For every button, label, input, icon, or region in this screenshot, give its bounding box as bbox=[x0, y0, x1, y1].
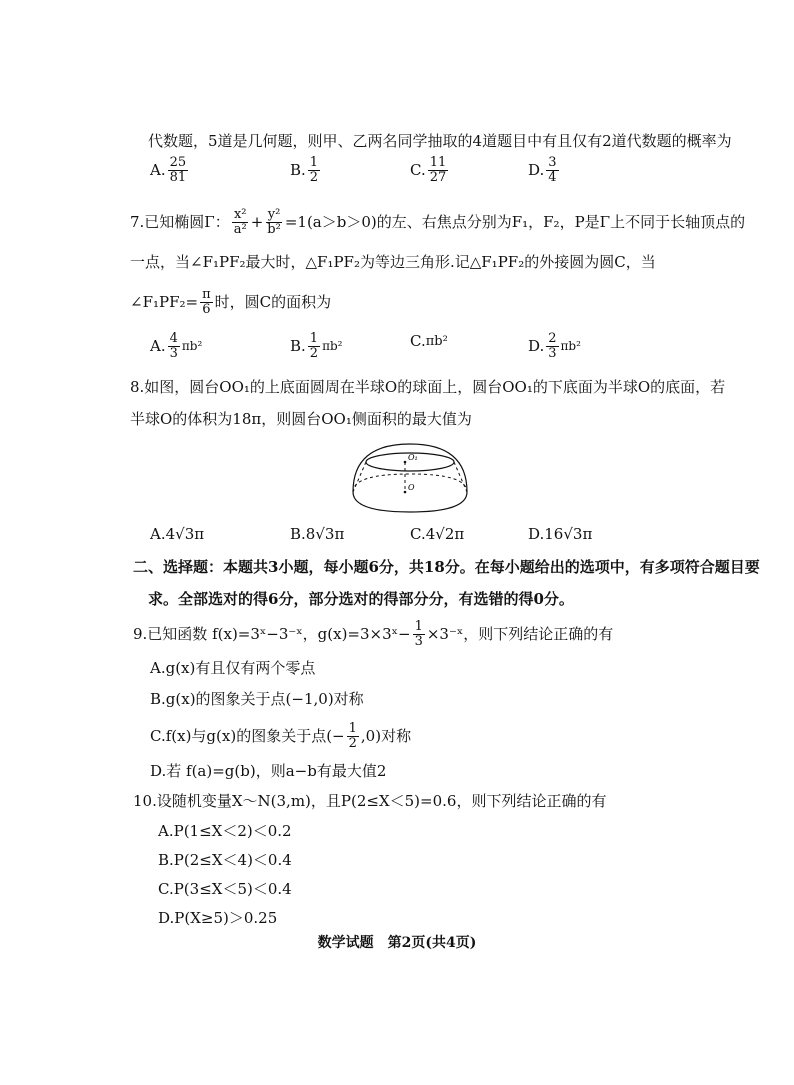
section2-heading-cont: 求。全部选对的得6分，部分选对的得部分分，有选错的得0分。 bbox=[148, 590, 574, 608]
option-suffix: πb² bbox=[181, 339, 203, 354]
page-footer: 数学试题 第2页(共4页) bbox=[317, 935, 477, 951]
fraction bbox=[546, 332, 558, 360]
section2-heading: 二、选择题：本题共3小题，每小题6分，共18分。在每小题给出的选项中，有多项符合题目要 bbox=[133, 558, 760, 576]
option-label: A. bbox=[150, 161, 166, 180]
q10-stem: 10.设随机变量X～N(3,m)，且P(2≤X＜5)=0.6，则下列结论正确的有 bbox=[133, 792, 607, 810]
q7-option-d bbox=[528, 332, 581, 360]
q8-option-b bbox=[290, 525, 344, 543]
denominator: 6 bbox=[202, 301, 211, 317]
q9-stem-end: ×3⁻ˣ，则下列结论正确的有 bbox=[426, 625, 614, 644]
q10-option-b: B.P(2≤X＜4)＜0.4 bbox=[158, 851, 292, 869]
option-label: B. bbox=[290, 337, 306, 356]
fraction-one-third bbox=[413, 620, 425, 648]
numerator: π bbox=[202, 287, 211, 302]
q6-option-c bbox=[410, 156, 450, 184]
numerator: y² bbox=[267, 207, 281, 222]
option-text: 4√3π bbox=[165, 525, 205, 543]
q9-stem bbox=[133, 620, 613, 648]
numerator: 1 bbox=[309, 155, 319, 170]
numerator: 11 bbox=[429, 155, 447, 170]
q8-option-c bbox=[410, 525, 464, 543]
option-text: 8√3π bbox=[305, 525, 345, 543]
q9-option-a: A.g(x)有且仅有两个零点 bbox=[150, 659, 316, 677]
fraction bbox=[546, 156, 558, 184]
fraction bbox=[168, 332, 180, 360]
fraction-y bbox=[265, 208, 283, 236]
label-o: O bbox=[408, 483, 415, 492]
option-text: πb² bbox=[425, 333, 448, 349]
q8-line2: 半球O的体积为18π，则圆台OO₁侧面积的最大值为 bbox=[130, 410, 472, 428]
option-label: C. bbox=[410, 161, 426, 180]
option-suffix: πb² bbox=[560, 339, 581, 354]
numerator: 1 bbox=[348, 721, 357, 736]
q9-option-c bbox=[150, 722, 411, 750]
point-o1 bbox=[404, 461, 407, 464]
q6-option-a bbox=[150, 156, 190, 184]
plus-sign: + bbox=[250, 213, 264, 232]
fraction bbox=[308, 156, 320, 184]
q6-option-d bbox=[528, 156, 561, 184]
numerator: 4 bbox=[169, 331, 178, 346]
q7-line1-end: =1(a＞b＞0)的左、右焦点分别为F₁，F₂，P是Γ上不同于长轴顶点的 bbox=[284, 213, 746, 232]
fraction-pi-6 bbox=[200, 288, 213, 316]
q8-option-d bbox=[528, 525, 592, 543]
denominator: 2 bbox=[309, 345, 319, 361]
q7-option-c bbox=[410, 332, 448, 350]
numerator: 1 bbox=[309, 331, 319, 346]
fraction bbox=[428, 156, 449, 184]
option-label: D. bbox=[528, 161, 545, 180]
numerator: x² bbox=[233, 207, 247, 222]
q7-option-b bbox=[290, 332, 342, 360]
q7-line3 bbox=[130, 288, 331, 316]
q7-line1-start: 7.已知椭圆Γ： bbox=[130, 213, 230, 232]
denominator: 2 bbox=[309, 169, 319, 185]
option-label: C. bbox=[410, 332, 426, 350]
option-label: A. bbox=[150, 525, 166, 543]
q8-option-a bbox=[150, 525, 204, 543]
q6-stem: 代数题，5道是几何题，则甲、乙两名同学抽取的4道题目中有且仅有2道代数题的概率为 bbox=[148, 132, 732, 150]
label-o1: O₁ bbox=[408, 453, 418, 462]
numerator: 3 bbox=[548, 155, 557, 170]
option-label: C. bbox=[410, 525, 426, 543]
fraction-x bbox=[232, 208, 249, 236]
fraction bbox=[168, 156, 189, 184]
fraction bbox=[308, 332, 320, 360]
denominator: a² bbox=[233, 221, 247, 237]
denominator: 3 bbox=[414, 633, 423, 649]
q10-option-d: D.P(X≥5)＞0.25 bbox=[158, 909, 278, 927]
option-text: 16√3π bbox=[544, 525, 593, 543]
q8-line1: 8.如图，圆台OO₁的上底面圆周在半球O的球面上，圆台OO₁的下底面为半球O的底面，若 bbox=[130, 378, 726, 396]
fraction-one-half bbox=[347, 722, 359, 750]
denominator: 2 bbox=[348, 735, 357, 751]
q7-line2: 一点，当∠F₁PF₂最大时，△F₁PF₂为等边三角形.记△F₁PF₂的外接圆为圆C，当 bbox=[130, 253, 656, 271]
denominator: 81 bbox=[169, 169, 187, 185]
option-label: A. bbox=[150, 337, 166, 356]
option-label: B. bbox=[290, 161, 306, 180]
denominator: 3 bbox=[169, 345, 178, 361]
q6-option-b bbox=[290, 156, 322, 184]
q10-option-c: C.P(3≤X＜5)＜0.4 bbox=[158, 880, 292, 898]
q9-stem-start: 9.已知函数 f(x)=3ˣ−3⁻ˣ，g(x)=3×3ˣ− bbox=[133, 625, 411, 644]
numerator: 1 bbox=[414, 619, 423, 634]
numerator: 2 bbox=[548, 331, 557, 346]
q7-line3-start: ∠F₁PF₂= bbox=[130, 293, 199, 312]
q7-options bbox=[150, 332, 750, 372]
option-label: D. bbox=[528, 525, 545, 543]
q6-options bbox=[150, 156, 750, 196]
option-suffix: πb² bbox=[322, 339, 343, 354]
q10-option-a: A.P(1≤X＜2)＜0.2 bbox=[158, 822, 292, 840]
q9-optc-start: C.f(x)与g(x)的图象关于点(− bbox=[150, 727, 345, 746]
numerator: 25 bbox=[169, 155, 187, 170]
option-text: 4√2π bbox=[425, 525, 465, 543]
q9-option-b: B.g(x)的图象关于点(−1,0)对称 bbox=[150, 690, 364, 708]
denominator: 3 bbox=[548, 345, 557, 361]
hemisphere-frustum-figure bbox=[345, 440, 475, 520]
denominator: 4 bbox=[548, 169, 557, 185]
base-ellipse-front bbox=[353, 492, 467, 512]
q7-option-a bbox=[150, 332, 202, 360]
q7-line1 bbox=[130, 208, 745, 236]
denominator: b² bbox=[267, 221, 281, 237]
option-label: D. bbox=[528, 337, 545, 356]
option-label: B. bbox=[290, 525, 306, 543]
q7-line3-end: 时，圆C的面积为 bbox=[214, 293, 332, 312]
q9-option-d: D.若 f(a)=g(b)，则a−b有最大值2 bbox=[150, 762, 387, 780]
q9-optc-end: ,0)对称 bbox=[360, 727, 412, 746]
denominator: 27 bbox=[429, 169, 447, 185]
point-o bbox=[404, 491, 407, 494]
